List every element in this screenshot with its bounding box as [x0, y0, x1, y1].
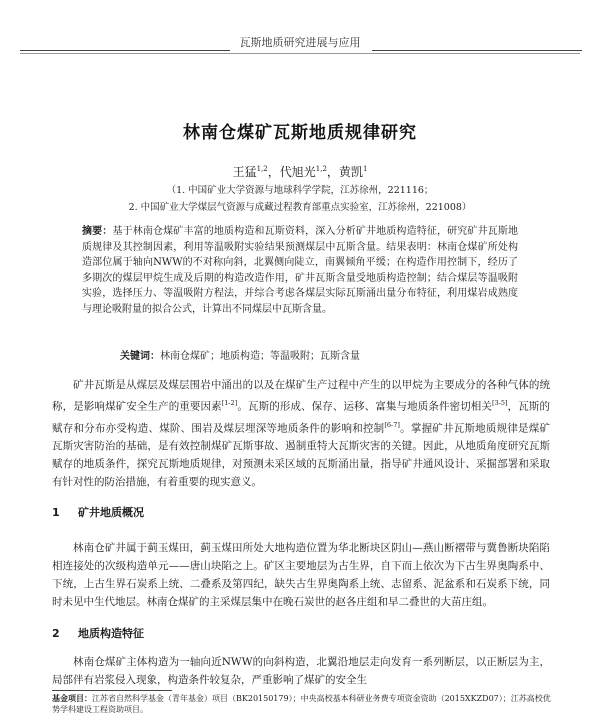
funding-footnote	[52, 693, 552, 715]
section-number: 1	[52, 506, 60, 519]
section-heading-2	[52, 625, 144, 641]
keywords	[120, 349, 520, 364]
citation: [3-5]	[492, 399, 508, 407]
author-sup: 1,2	[256, 165, 268, 173]
running-head: 瓦斯地质研究进展与应用	[239, 36, 361, 49]
author-sup: 1	[362, 165, 368, 173]
affiliation-1: （1. 中国矿业大学资源与地球科学学院，江苏徐州，221116；	[166, 185, 434, 196]
intro-paragraph	[52, 376, 550, 491]
keywords-label: 关键词：	[120, 351, 160, 362]
footnote-label: 基金项目：	[52, 693, 92, 703]
affiliation-2: 2. 中国矿业大学煤层气资源与成藏过程教育部重点实验室，江苏徐州，221008）	[128, 202, 472, 213]
author-line: 王猛$^{1,2}$，代旭光$^{1,2}$，黄凯$^1$	[232, 165, 368, 179]
author-sup: 1,2	[315, 165, 327, 173]
intro-text: ，瓦斯的赋存和分布亦受构造、煤阶、围岩及煤层埋深等地质条件的影响和控制	[52, 400, 551, 434]
section-number: 2	[52, 627, 60, 640]
citation: [6-7]	[384, 420, 400, 429]
author-name: 黄凯	[338, 165, 363, 179]
section-heading-1	[52, 504, 144, 520]
section-title: 地质构造特征	[78, 627, 144, 640]
footnote-rule	[52, 690, 172, 691]
header-rule-left	[20, 50, 230, 51]
intro-text: 矿井瓦斯是从煤层及煤层围岩中涌出的以及在煤矿生产过程中产生的以甲烷为主要成分的各种气体的统称，是影响煤矿安全生产的重要因素	[52, 379, 550, 413]
section-title: 矿井地质概况	[78, 506, 144, 519]
author-name: 王猛	[232, 165, 257, 179]
keywords-text: 林南仓煤矿；地质构造；等温吸附；瓦斯含量	[160, 351, 360, 362]
intro-text: 。掌握矿井瓦斯地质规律是煤矿瓦斯灾害防治的基础，是有效控制煤矿瓦斯事故、遏制重特大瓦斯灾害的关键。因此，从地质角度研究瓦斯赋存的地质条件，探究瓦斯地质规律，对预测未采区域的瓦斯涌出量，指导矿井通风设计、采掘部署和采取有针对性的防治措施，有着重要的现实意义。	[52, 422, 551, 488]
abstract-label: 摘要：	[82, 226, 113, 237]
citation: [1-2]	[221, 399, 238, 407]
abstract-text: 基于林南仓煤矿丰富的地质构造和瓦斯资料，深入分析矿井地质构造特征，研究矿井瓦斯地质规律及其控制因素，利用等温吸附实验结果预测煤层中瓦斯含量。结果表明：林南仓煤矿所处构造部位属于轴向NWW的不对称向斜，北翼侧向陡立，南翼倾角平缓；在构造作用控制下，经历了多期次的煤层甲烷生成及后期的构造改造作用，矿井瓦斯含量受地质构造控制；结合煤层等温吸附实验，选择压力、等温吸附方程法，并综合考虑各煤层实际瓦斯涌出量分布特征，利用煤岩成熟度与理论吸附量的拟合公式，计算出不同煤层中瓦斯含量。	[82, 226, 519, 315]
intro-text: 。瓦斯的形成、保存、运移、富集与地质条件密切相关	[237, 400, 493, 413]
abstract	[82, 224, 518, 317]
section-2-paragraph: 林南仓煤矿主体构造为一轴向近NWW的向斜构造，北翼沿地层走向发育一系列断层，以正断层为主，局部伴有岩浆侵入现象，构造条件较复杂，严重影响了煤矿的安全生	[52, 656, 550, 686]
header-rule-full	[20, 53, 580, 54]
section-1-paragraph: 林南仓矿井属于蓟玉煤田，蓟玉煤田所处大地构造位置为华北断块区阴山—燕山断褶带与冀鲁断块陷陷相连接处的次级构造单元——唐山块陷之上。矿区主要地层为古生界，自下而上依次为下古生界奥陶系中、下统，上古生界石炭系上统、二叠系及第四纪，缺失古生界奥陶系上统、志留系、泥盆系和石炭系下统，同时未见中生代地层。林南仓煤矿的主采煤层集中在晚石炭世的赵各庄组和早二叠世的大苗庄组。	[52, 542, 550, 608]
article-title: 林南仓煤矿瓦斯地质规律研究	[183, 123, 417, 143]
header-rule-right	[372, 50, 582, 51]
author-name: 代旭光	[279, 165, 316, 179]
footnote-text: 江苏省自然科学基金（青年基金）项目（BK20150179）；中央高校基本科研业务费专项资金资助（2015XKZD07）；江苏高校优势学科建设工程资助项目。	[52, 694, 551, 714]
